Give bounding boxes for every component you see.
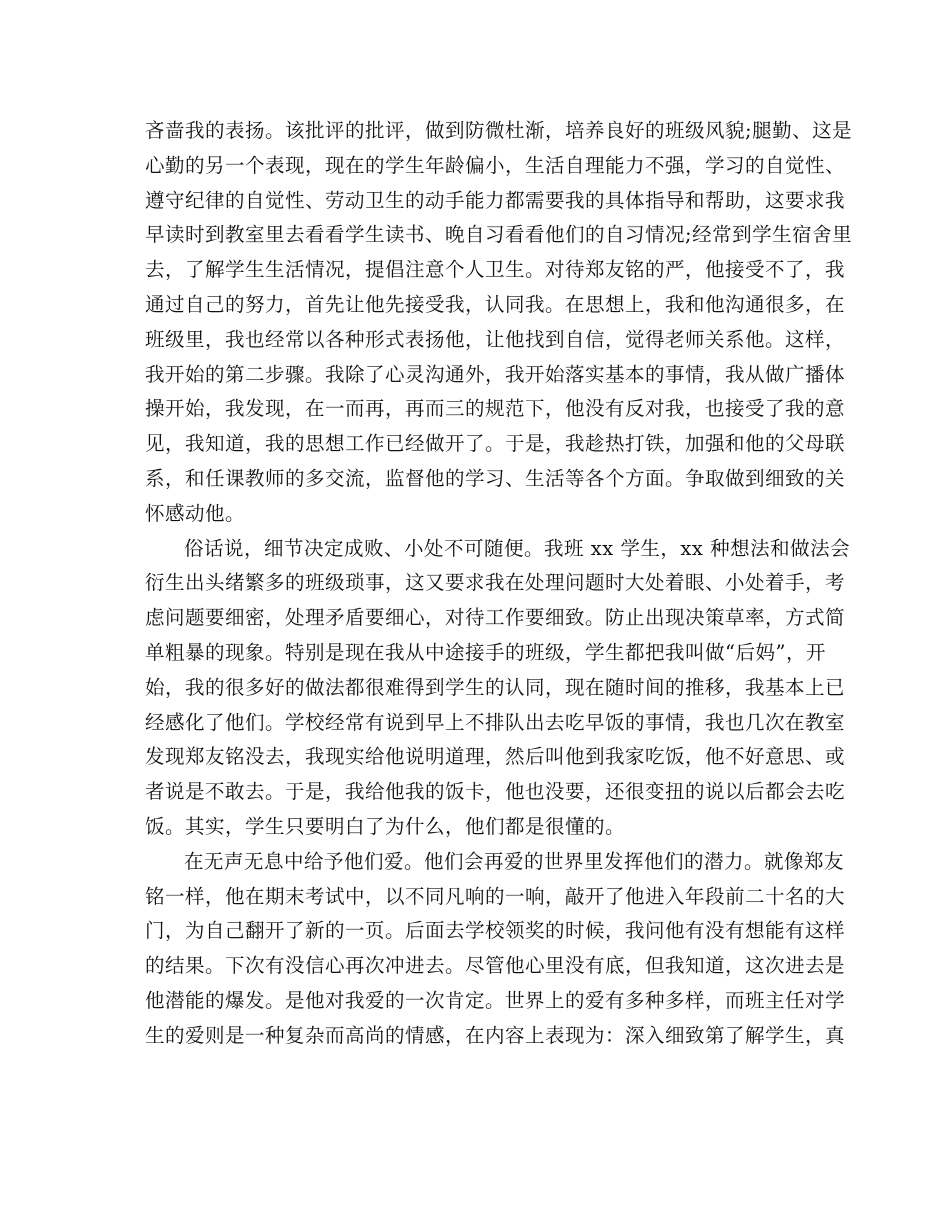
text-line: 衍生出头绪繁多的班级琐事，这又要求我在处理问题时大处着眼、小处着手，考: [145, 571, 846, 595]
paragraph-3: [145, 845, 846, 1054]
text-line: 者说是不敢去。于是，我给他我的饭卡，他也没要，还很变扭的说以后都会去吃: [145, 780, 846, 804]
paragraph-2: [145, 532, 851, 845]
text-line: 吝啬我的表扬。该批评的批评，做到防微杜渐，培养良好的班级风貌;腿勤、这是: [145, 119, 853, 142]
text-line: 门，为自己翻开了新的一页。后面去学校领奖的时候，我问他有没有想能有这样: [145, 919, 846, 943]
text-line: 操开始，我发现，在一而再，再而三的规范下，他没有反对我，也接受了我的意: [145, 397, 846, 421]
text-line: 单粗暴的现象。特别是现在我从中途接手的班级，学生都把我叫做“后妈”，开: [145, 640, 826, 664]
text-line: 铭一样，他在期末考试中，以不同凡响的一响，敲开了他进入年段前二十名的大: [145, 884, 846, 908]
text-line: 发现郑友铭没去，我现实给他说明道理，然后叫他到我家吃饭，他不好意思、或: [145, 745, 846, 769]
text-line: 心勤的另一个表现，现在的学生年龄偏小，生活自理能力不强，学习的自觉性、: [145, 153, 846, 177]
text-line: 见，我知道，我的思想工作已经做开了。于是，我趁热打铁，加强和他的父母联: [145, 432, 846, 456]
text-line: 经感化了他们。学校经常有说到早上不排队出去吃早饭的事情，我也几次在教室: [145, 710, 846, 734]
text-line: 遵守纪律的自觉性、劳动卫生的动手能力都需要我的具体指导和帮助，这要求我: [145, 188, 846, 212]
text-line: 的结果。下次有没信心再次冲进去。尽管他心里没有底，但我知道，这次进去是: [145, 954, 846, 978]
text-line: 通过自己的努力，首先让他先接受我，认同我。在思想上，我和他沟通很多，在: [145, 292, 846, 316]
text-line: 他潜能的爆发。是他对我爱的一次肯定。世界上的爱有多种多样，而班主任对学: [145, 988, 846, 1012]
text-line: 始，我的很多好的做法都很难得到学生的认同，现在随时间的推移，我基本上已: [145, 675, 846, 699]
text-line: 俗话说，细节决定成败、小处不可随便。我班 xx 学生，xx 种想法和做法会: [184, 536, 851, 560]
text-line: 班级里，我也经常以各种形式表扬他，让他找到自信，觉得老师关系他。这样，: [145, 327, 846, 351]
text-line: 在无声无息中给予他们爱。他们会再爱的世界里发挥他们的潜力。就像郑友: [184, 849, 845, 873]
paragraph-1: [145, 114, 853, 532]
text-line: 去，了解学生生活情况，提倡注意个人卫生。对待郑友铭的严，他接受不了，我: [145, 258, 846, 282]
text-line: 虑问题要细密，处理矛盾要细心，对待工作要细致。防止出现决策草率，方式简: [145, 606, 846, 630]
text-line: 饭。其实，学生只要明白了为什么，他们都是很懂的。: [145, 814, 626, 838]
document-body: [145, 114, 853, 1054]
text-line: 怀感动他。: [145, 501, 246, 525]
text-line: 系，和任课教师的多交流，监督他的学习、生活等各个方面。争取做到细致的关: [145, 466, 846, 490]
text-line: 我开始的第二步骤。我除了心灵沟通外，我开始落实基本的事情，我从做广播体: [145, 362, 846, 386]
text-line: 生的爱则是一种复杂而高尚的情感，在内容上表现为：深入细致第了解学生，真: [145, 1023, 846, 1047]
text-line: 早读时到教室里去看看学生读书、晚自习看看他们的自习情况;经常到学生宿舍里: [145, 223, 853, 247]
